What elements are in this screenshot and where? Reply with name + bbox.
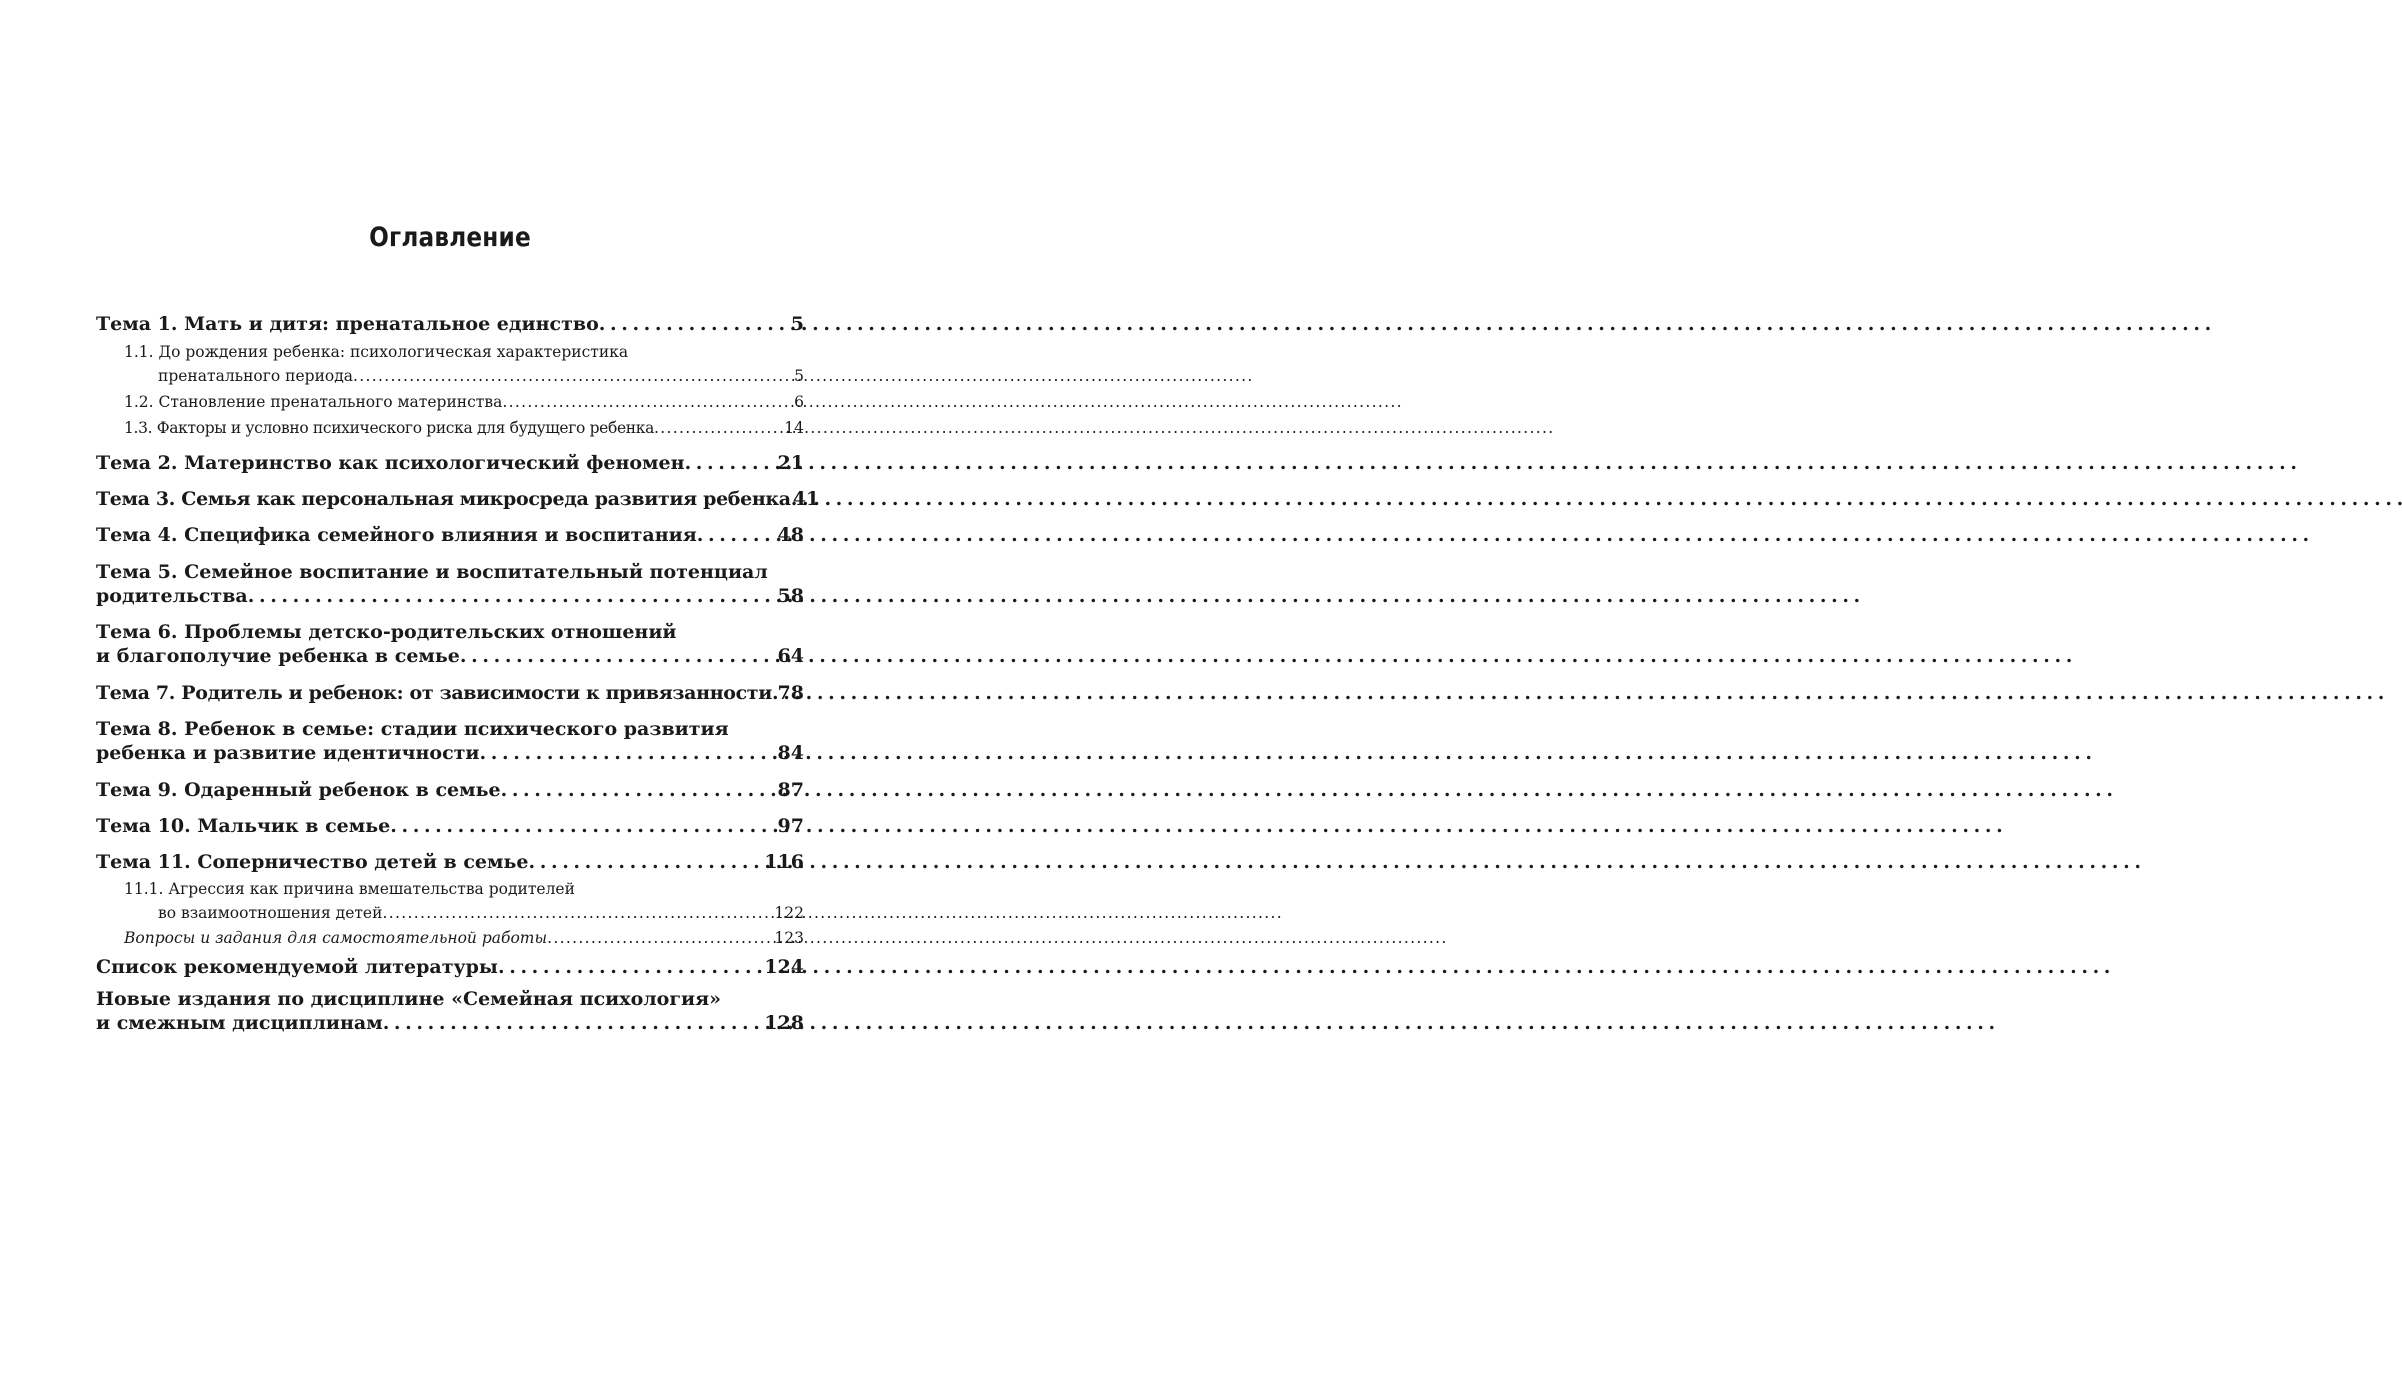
dot-leader [501, 778, 776, 802]
toc-entry-topic-11[interactable] [96, 850, 804, 874]
toc-entry-topic-2[interactable] [96, 451, 804, 475]
toc-entry-topic-7[interactable] [96, 681, 804, 705]
dot-leader [498, 955, 762, 979]
toc-entry-title: Тема 9. Одаренный ребенок в семье [96, 779, 501, 801]
toc-entry-title: ребенка и развитие идентичности [96, 742, 480, 764]
toc-entry-title-line1: 11.1. Агрессия как причина вмешательства родителей [124, 880, 575, 898]
toc-page-number: 128 [764, 1012, 804, 1034]
toc-entry-title: Тема 7. Родитель и ребенок: от зависимости к привязанности [96, 682, 772, 704]
toc-entry-title: Список рекомендуемой литературы [96, 956, 498, 978]
toc-entry-title-line1: Тема 5. Семейное воспитание и воспитательный потенциал [96, 561, 768, 583]
page-title: Оглавление [369, 222, 531, 253]
toc-page-number: 5 [790, 313, 804, 335]
toc-entry-1-2[interactable] [96, 390, 804, 414]
toc-entry-topic-3[interactable] [96, 487, 820, 511]
toc-entry-topic-9[interactable] [96, 778, 804, 802]
toc-page-number: 64 [777, 645, 804, 667]
toc-entry-title-line1: Тема 8. Ребенок в семье: стадии психического развития [96, 718, 729, 740]
toc-entry-title: родительства [96, 585, 248, 607]
toc-entry-title: Тема 10. Мальчик в семье [96, 815, 391, 837]
dot-leader [353, 364, 792, 388]
toc-entry-topic-5[interactable] [96, 560, 804, 608]
toc-entry-title: Тема 3. Семья как персональная микросреда развития ребенка [96, 488, 791, 510]
dot-leader [685, 451, 776, 475]
toc-entry-11-1[interactable] [96, 877, 804, 925]
toc-entry-title-line1: Тема 6. Проблемы детско-родительских отношений [96, 621, 677, 643]
toc-entry-new-editions[interactable] [96, 987, 804, 1035]
dot-leader [390, 814, 775, 838]
toc-page-number: 84 [777, 742, 804, 764]
toc-entry-title: во взаимоотношения детей [158, 904, 383, 922]
toc-page-number: 123 [774, 929, 804, 947]
dot-leader [599, 312, 789, 336]
toc-page-number: 41 [792, 488, 820, 510]
toc-entry-title-line1: Новые издания по дисциплине «Семейная психология» [96, 988, 721, 1010]
toc-entry-title: Тема 1. Мать и дитя: пренатальное единство [96, 313, 599, 335]
toc-page-number: 87 [777, 779, 804, 801]
toc-entry-title: и смежным дисциплинам [96, 1012, 383, 1034]
toc-page-number: 48 [777, 524, 804, 546]
toc-entry-1-1[interactable] [96, 340, 804, 388]
toc-entry-topic-4[interactable] [96, 523, 804, 547]
toc-entry-topic-1[interactable] [96, 312, 804, 336]
toc-entry-title-line1: 1.1. До рождения ребенка: психологическая характеристика [124, 343, 629, 361]
toc-page-number: 97 [777, 815, 804, 837]
dot-leader [547, 926, 772, 950]
toc-entry-title: 1.2. Становление пренатального материнства [124, 393, 503, 411]
toc-page-number: 122 [774, 904, 804, 922]
dot-leader [383, 1011, 763, 1035]
toc-entry-title: Тема 4. Специфика семейного влияния и воспитания [96, 524, 697, 546]
dot-leader [460, 644, 776, 668]
toc-entry-title: Тема 11. Соперничество детей в семье [96, 851, 529, 873]
toc-entry-title: пренатального периода [158, 367, 354, 385]
toc-page-number: 14 [784, 419, 804, 437]
toc-entry-topic-6[interactable] [96, 620, 804, 668]
dot-leader [697, 523, 776, 547]
dot-leader [529, 850, 763, 874]
toc-entry-references[interactable] [96, 955, 804, 979]
dot-leader [654, 416, 782, 440]
toc-entry-title: Тема 2. Материнство как психологический феномен [96, 452, 685, 474]
dot-leader [480, 741, 776, 765]
toc-entry-title: и благополучие ребенка в семье [96, 645, 460, 667]
toc-entry-title: Вопросы и задания для самостоятельной работы [124, 929, 548, 947]
toc-entry-topic-10[interactable] [96, 814, 804, 838]
dot-leader [382, 901, 772, 925]
toc-page-number: 58 [777, 585, 804, 607]
toc-entry-title: 1.3. Факторы и условно психического риска для будущего ребенка [124, 419, 654, 437]
toc-page-number: 124 [764, 956, 804, 978]
toc-entry-topic-8[interactable] [96, 717, 804, 765]
dot-leader [502, 390, 792, 414]
toc-page-number: 6 [794, 393, 804, 411]
toc-entry-questions[interactable] [96, 926, 804, 950]
dot-leader [248, 584, 776, 608]
toc-page-number: 21 [777, 452, 804, 474]
toc-entry-1-3[interactable] [96, 416, 804, 440]
toc-page-number: 116 [764, 851, 804, 873]
toc-page-number: 78 [777, 682, 804, 704]
toc-page-number: 5 [794, 367, 804, 385]
